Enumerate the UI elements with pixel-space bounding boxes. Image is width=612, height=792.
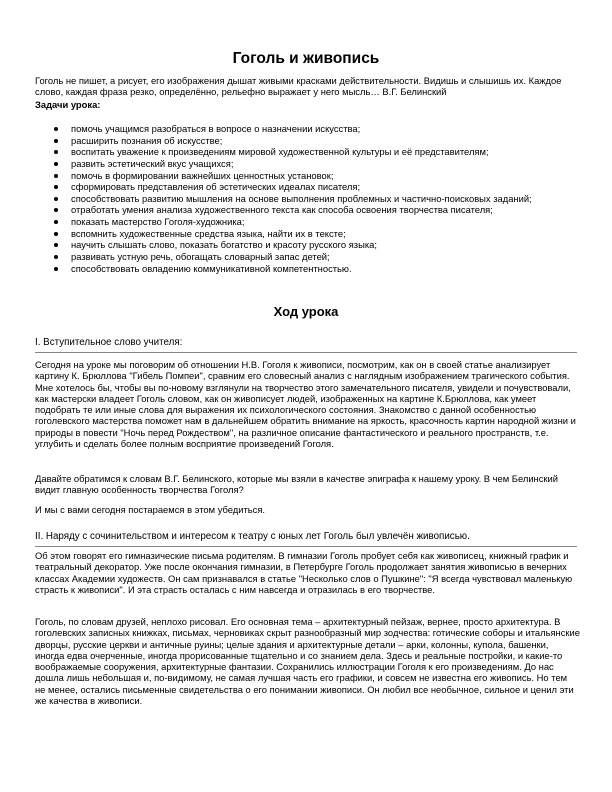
list-item [35, 158, 575, 170]
list-item [35, 170, 575, 182]
list-item [35, 239, 575, 251]
bullet-icon [54, 197, 58, 201]
section-1-paragraph-1: Сегодня на уроке мы поговорим об отношении Н.В. Гоголя к живописи, посмотрим, как он в своей статье анализирует картину К. Брюллова "Гибель Помпеи", сравним его словесный анализ с наглядным изображением трагического события. Мне хотелось бы, чтобы вы по-новому взглянули на творчество этого замечательного писателя, увидели и почувствовали, как мастерски владеет Гоголь словом, как он живописует людей, изображенных на картине К.Брюллова, как умеет подобрать те или иные слова для выражения их психологического состояния. Знакомство с данной особенностью гоголевского мастерства поможет нам в дальнейшем обратить внимание на яркость, красочность картин народной жизни и природы в повести "Ночь перед Рождеством", на различное описание фантастического и реального пространств, т.е. углубить и сделать более полным восприятие произведений Гоголя. [35, 359, 576, 450]
list-item-text: расширить познания об искусстве; [71, 134, 223, 146]
bullet-icon [54, 185, 58, 189]
list-item [35, 216, 575, 228]
list-item-text: способствовать овладению коммуникативной компетентностью. [71, 262, 352, 274]
tasks-heading: Задачи урока: [35, 99, 101, 110]
list-item [35, 263, 575, 275]
list-item [35, 181, 575, 193]
list-item-text: развивать устную речь, обогащать словарный запас детей; [71, 251, 330, 263]
list-item-text: помочь учащимся разобраться в вопросе о назначении искусства; [71, 123, 361, 134]
list-item-text: показать мастерство Гоголя-художника; [71, 216, 245, 228]
bullet-icon [54, 232, 58, 236]
list-item-text: развить эстетический вкус учащихся; [71, 157, 234, 169]
list-item [35, 123, 575, 135]
list-item-text: сформировать представления об эстетических идеалах писателя; [71, 181, 361, 193]
section-2-paragraph-1: Об этом говорят его гимназические письма родителям. В гимназии Гоголь пробует себя как живописец, книжный график и театральный декоратор. Уже после окончания гимназии, в Петербурге Гоголь продолжает занятия живописью в вечерних классах Академии художеств. Он сам признавался в статье "Несколько слов о Пушкине": "Я всегда чувствовал маленькую страсть к живописи". И эта страсть осталась с ним навсегда и отразилась в его творчестве. [35, 550, 573, 595]
bullet-icon [54, 220, 58, 224]
bullet-icon [54, 139, 58, 143]
bullet-icon [54, 127, 58, 131]
bullet-icon [54, 267, 58, 271]
bullet-icon [54, 150, 58, 154]
bullet-icon [54, 174, 58, 178]
section-1-paragraph-3: И мы с вами сегодня постараемся в этом убедиться. [35, 504, 266, 515]
epigraph: Гоголь не пишет, а рисует, его изображения дышат живыми красками действительности. Видишь и слышишь их. Каждое слово, каждая фраза резко, определённо, рельефно выражает у него мысль… В.Г. Белинский [35, 75, 562, 98]
bullet-icon [54, 255, 58, 259]
bullet-icon [54, 162, 58, 166]
bullet-icon [54, 243, 58, 247]
list-item [35, 204, 575, 216]
list-item [35, 193, 575, 205]
section-2-paragraph-2: Гоголь, по словам друзей, неплохо рисовал. Его основная тема – архитектурный пейзаж, вернее, просто архитектура. В гоголевских записных книжках, письмах, черновиках скрыт разнообразный мир зодчества: готические соборы и итальянские дворцы, русские церкви и античные руины; целые здания и архитектурные детали – арки, колонны, купола, башенки, иногда едва очерченные, иногда прорисованные тщательно и со знанием дела. Здесь и реальные постройки, и какие-то воображаемые сооружения, архитектурные фантазии. Сохранились иллюстрации Гоголя к его произведениям. До нас дошла лишь небольшая и, по-видимому, не самая лучшая часть его графики, и совсем не известна его живопись. Но тем не менее, остались письменные свидетельства о его понимании живописи. Он любил все необычное, сильное и ценил эти же качества в живописи. [35, 616, 580, 707]
lesson-heading: Ход урока [273, 304, 339, 319]
list-item-text: научить слышать слово, показать богатство и красоту русского языка; [71, 239, 377, 251]
section-1-paragraph-2: Давайте обратимся к словам В.Г. Белинского, которые мы взяли в качестве эпиграфа к нашему уроку. В чем Белинский видит главную особенность творчества Гоголя? [35, 473, 558, 496]
list-item [35, 251, 575, 263]
list-item [35, 228, 575, 240]
list-item-text: помочь в формировании важнейших ценностных установок; [71, 169, 334, 181]
list-item-text: способствовать развитию мышления на основе выполнения проблемных и частично-поисковых заданий; [71, 192, 532, 204]
list-item [35, 146, 575, 158]
list-item-text: отработать умения анализа художественного текста как способа освоения творчества писателя; [71, 204, 493, 216]
tasks-list [35, 123, 575, 274]
list-item-text: вспомнить художественные средства языка, найти их в тексте; [71, 227, 346, 239]
document-title: Гоголь и живопись [232, 50, 380, 67]
bullet-icon [54, 208, 58, 212]
section-2-heading: II. Наряду с сочинительством и интересом к театру с юных лет Гоголь был увлечён живописью. [35, 531, 577, 547]
section-1-heading: I. Вступительное слово учителя: [35, 337, 577, 353]
list-item-text: воспитать уважение к произведениям мировой художественной культуры и её представителям; [71, 146, 489, 158]
list-item [35, 135, 575, 147]
